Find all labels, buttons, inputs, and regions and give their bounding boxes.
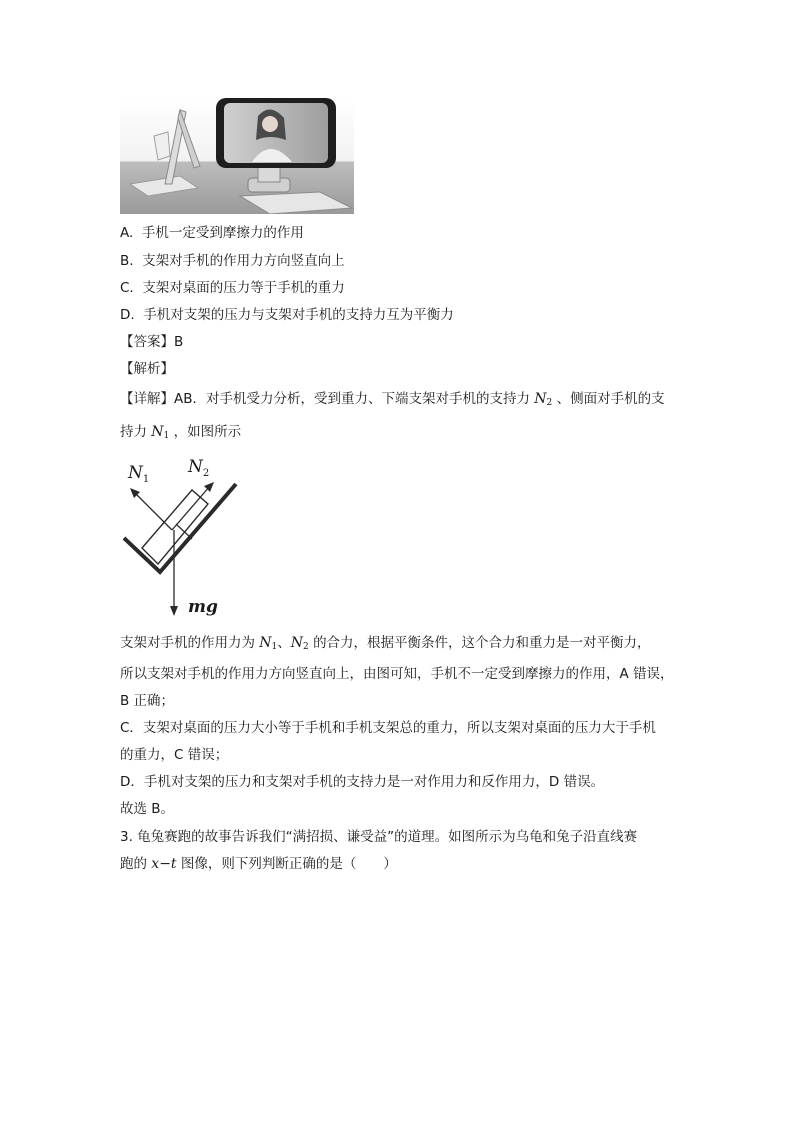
mg-label: mg [188, 597, 218, 617]
detail-line-2: 持力 $N_1$ ，如图所示 [120, 424, 242, 441]
symbol-n2: $N_2$ [534, 391, 553, 408]
option-letter: B. [120, 253, 134, 269]
option-text: 支架对桌面的压力等于手机的重力 [142, 280, 345, 296]
option-c [120, 279, 345, 297]
after-line-5: 的重力，C 错误； [120, 747, 229, 763]
option-b [120, 252, 345, 270]
option-text: 手机对支架的压力与支架对手机的支持力互为平衡力 [143, 307, 454, 323]
question-3-line-2: 跑的 x−t 图像，则下列判断正确的是（ ） [120, 856, 397, 872]
after-line-2: 所以支架对手机的作用力方向竖直向上，由图可知，手机不一定受到摩擦力的作用，A 错误， [120, 666, 674, 682]
option-letter: C. [120, 280, 134, 296]
n1-arrow [134, 492, 172, 530]
option-letter: D. [120, 307, 135, 323]
symbol-n1: $N_1$ [151, 424, 170, 441]
after-line-1: 支架对手机的作用力为 $N_1$、$N_2$ 的合力，根据平衡条件，这个合力和重力是一对平衡力， [120, 635, 651, 652]
n2-label: $N_2$ [188, 457, 210, 479]
option-text: 支架对手机的作用力方向竖直向上 [142, 253, 345, 269]
after-line-7: 故选 B。 [120, 801, 175, 817]
detail-line-1: 【详解】AB．对手机受力分析，受到重力、下端支架对手机的支持力 $N_2$ 、侧面对手机的支 [120, 391, 665, 408]
after-line-4: C．支架对桌面的压力大小等于手机和手机支架总的重力，所以支架对桌面的压力大于手机 [120, 720, 656, 736]
phone-stand-photo [120, 96, 354, 214]
option-letter: A. [120, 225, 134, 241]
after-line-3: B 正确； [120, 693, 175, 709]
answer-line: 【答案】B [120, 334, 184, 350]
option-a [120, 224, 304, 242]
option-d [120, 306, 454, 324]
question-3-line-1: 3. 龟兔赛跑的故事告诉我们“满招损、谦受益”的道理。如图所示为乌龟和兔子沿直线赛 [120, 829, 638, 845]
xt-symbol: x−t [151, 856, 177, 872]
force-diagram [118, 452, 248, 622]
after-line-6: D．手机对支架的压力和支架对手机的支持力是一对作用力和反作用力，D 错误。 [120, 774, 605, 790]
n1-label: $N_1$ [128, 463, 150, 485]
analysis-heading: 【解析】 [120, 361, 174, 377]
option-text: 手机一定受到摩擦力的作用 [141, 225, 304, 241]
